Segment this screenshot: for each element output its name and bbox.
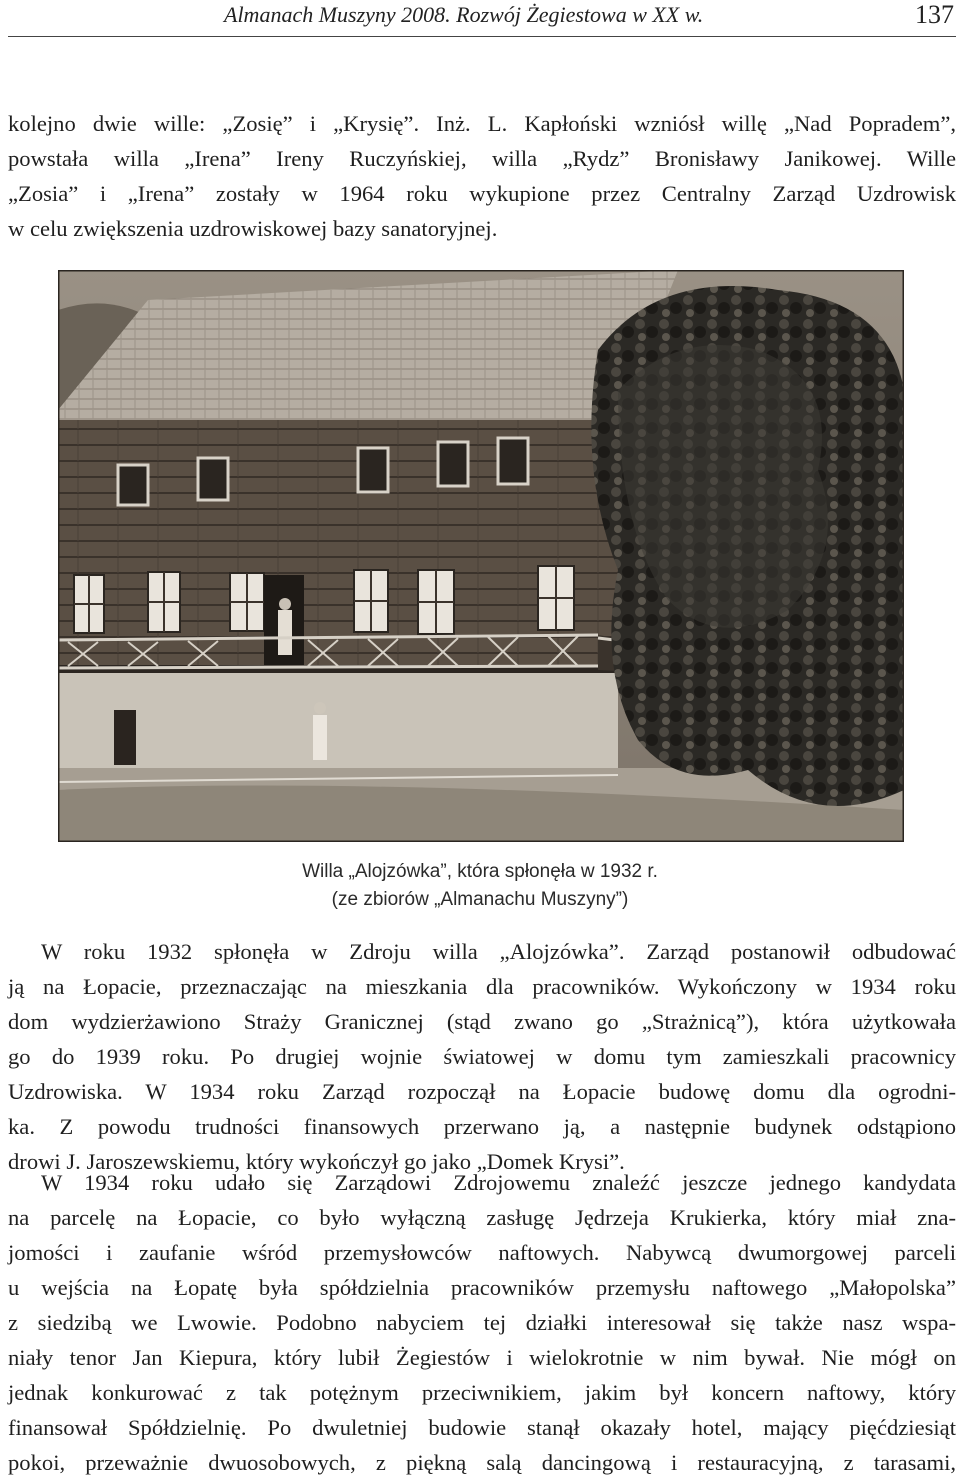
paragraph-2-line: dom wydzierżawiono Straży Granicznej (stąd zwano go „Strażnicą”), która użytkowała: [8, 1009, 956, 1034]
paragraph-3-line: u wejścia na Łopatę była spółdzielnia pracowników przemysłu naftowego „Małopolska”: [8, 1275, 956, 1300]
page-number: 137: [915, 0, 954, 29]
figure-caption-title: Willa „Alojzówka”, która spłonęła w 1932 r.: [302, 861, 658, 882]
paragraph-3-line: niały tenor Jan Kiepura, który lubił Żegiestów i wielokrotnie w nim bywał. Nie mógł on: [8, 1345, 956, 1370]
figure-caption-source: (ze zbiorów „Almanachu Muszyny”): [331, 889, 629, 910]
paragraph-1-line: powstała willa „Irena” Ireny Ruczyńskiej, willa „Rydz” Bronisławy Janikowej. Wille: [8, 146, 956, 171]
paragraph-1-line: „Zosia” i „Irena” zostały w 1964 roku wykupione przez Centralny Zarząd Uzdrowisk: [8, 181, 956, 206]
paragraph-1-line: kolejno dwie wille: „Zosię” i „Krysię”. Inż. L. Kapłoński wzniósł willę „Nad Popradem”,: [8, 111, 956, 136]
paragraph-3-line: jomości i zaufanie wśród przemysłowców naftowych. Nabywcą dwumorgowej parceli: [8, 1240, 956, 1265]
paragraph-2-line: ka. Z powodu trudności finansowych przerwano ją, a następnie budynek odstąpiono: [8, 1114, 956, 1139]
paragraph-3-line: na parcelę na Łopacie, co było wyłączną zasługę Jędrzeja Krukierka, który miał zna-: [8, 1205, 956, 1230]
paragraph-3-line: W 1934 roku udało się Zarządowi Zdrojowemu znaleźć jeszcze jednego kandydata: [41, 1170, 956, 1195]
photo-illustration: [58, 270, 904, 842]
paragraph-2-line: go do 1939 roku. Po drugiej wojnie światowej w domu tym zamieszkali pracownicy: [8, 1044, 956, 1069]
running-header: [0, 0, 960, 38]
paragraph-3-line: z siedzibą we Lwowie. Podobno nabyciem tej działki interesował się także nasz wspa-: [8, 1310, 956, 1335]
historical-photo-villa: [58, 270, 904, 842]
paragraph-2-line: W roku 1932 spłonęła w Zdroju willa „Alojzówka”. Zarząd postanowił odbudować: [41, 939, 956, 964]
paragraph-3-line: finansował Spółdzielnię. Po dwuletniej budowie stanął okazały hotel, mający pięćdziesiąt: [8, 1415, 956, 1440]
header-rule: [8, 36, 956, 37]
paragraph-3-line: jednak konkurować z tak potężnym przeciwnikiem, jakim był koncern naftowy, który: [8, 1380, 956, 1405]
paragraph-2-line: ją na Łopacie, przeznaczając na mieszkania dla pracowników. Wykończony w 1934 roku: [8, 974, 956, 999]
paragraph-3-line: pokoi, przeważnie dwuosobowych, z piękną salą dancingową i restauracyjną, z tarasami,: [8, 1450, 956, 1475]
paragraph-1-line: w celu zwiększenia uzdrowiskowej bazy sanatoryjnej.: [8, 216, 498, 241]
paragraph-2: [8, 934, 956, 1179]
running-header-title: Almanach Muszyny 2008. Rozwój Żegiestowa w XX w.: [224, 2, 704, 27]
paragraph-3: [8, 1165, 956, 1480]
paragraph-1: [8, 106, 956, 246]
paragraph-2-line: drowi J. Jaroszewskiemu, który wykończył go jako „Domek Krysi”.: [8, 1149, 625, 1174]
paragraph-2-line: Uzdrowiska. W 1934 roku Zarząd rozpoczął na Łopacie budowę domu dla ogrodni-: [8, 1079, 956, 1104]
